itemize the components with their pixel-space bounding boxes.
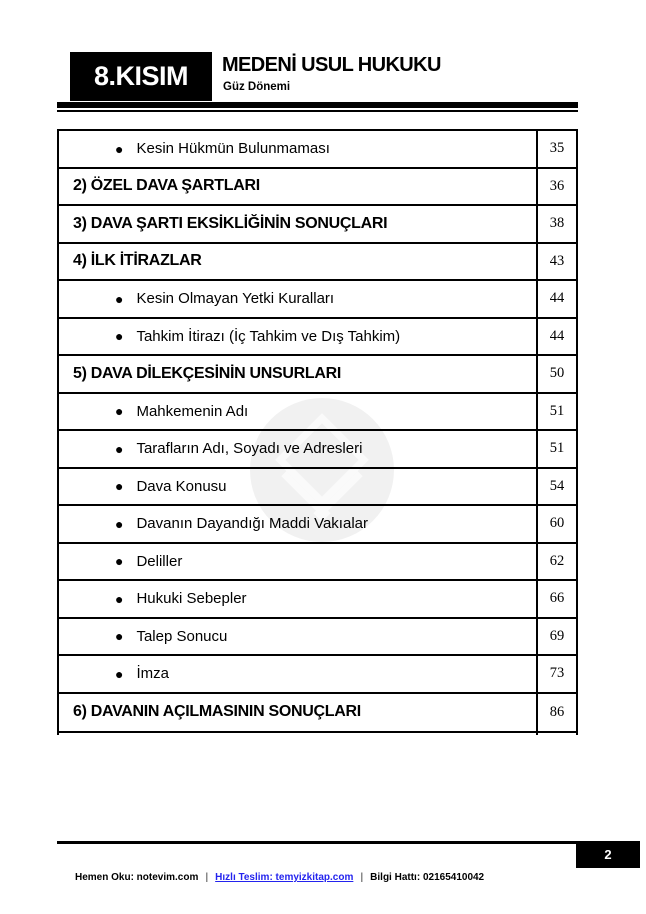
toc-entry-label-cell (59, 544, 538, 580)
toc-entry-label: Talep Sonucu (136, 627, 228, 645)
kisim-label: 8.KISIM (93, 61, 189, 91)
toc-entry-label-cell (59, 656, 538, 692)
toc-entry-page: 54 (549, 477, 565, 494)
toc-entry-label-cell (59, 319, 538, 355)
toc-row (59, 431, 576, 469)
bullet-icon: ● (115, 665, 124, 682)
toc-entry-page: 51 (549, 402, 565, 419)
bullet-icon: ● (115, 290, 124, 307)
toc-row (59, 281, 576, 319)
toc-row (59, 694, 576, 732)
toc-entry-label-cell (59, 506, 538, 542)
footer-delivery-link[interactable]: Hızlı Teslim: temyizkitap.com (215, 872, 354, 883)
toc-row (59, 206, 576, 244)
toc-row (59, 169, 576, 207)
toc-entry-page: 51 (549, 440, 565, 457)
toc-row (59, 506, 576, 544)
toc-entry-label: Mahkemenin Adı (136, 402, 249, 420)
toc-entry-label: Tahkim İtirazı (İç Tahkim ve Dış Tahkim) (136, 327, 401, 345)
toc-entry-label: Kesin Olmayan Yetki Kuralları (136, 290, 335, 308)
toc-entry-label: 3) DAVA ŞARTI EKSİKLİĞİNİN SONUÇLARI (73, 214, 388, 232)
page-number: 2 (604, 847, 612, 862)
toc-row (59, 581, 576, 619)
toc-table (57, 129, 578, 733)
kisim-badge (70, 52, 212, 101)
footer-separator: | (205, 872, 209, 883)
toc-row (59, 131, 576, 169)
toc-entry-page: 44 (549, 327, 565, 344)
toc-entry-page: 62 (549, 552, 565, 569)
footer-separator: | (360, 872, 364, 883)
toc-row (59, 469, 576, 507)
bullet-icon: ● (115, 403, 124, 420)
toc-row (59, 544, 576, 582)
toc-entry-label-cell (59, 581, 538, 617)
toc-entry-label-cell (59, 694, 538, 732)
bullet-icon: ● (115, 515, 124, 532)
toc-entry-label-cell (59, 206, 538, 242)
toc-entry-label-cell (59, 394, 538, 430)
toc-row (59, 319, 576, 357)
toc-row (59, 356, 576, 394)
toc-entry-label: Hukuki Sebepler (136, 590, 247, 608)
toc-entry-label-cell (59, 469, 538, 505)
toc-entry-page: 69 (549, 627, 565, 644)
toc-entry-page: 86 (549, 703, 565, 720)
toc-entry-page: 43 (549, 252, 565, 269)
header-divider-thin (57, 110, 578, 112)
bullet-icon: ● (115, 553, 124, 570)
toc-row (59, 656, 576, 694)
toc-entry-label-cell (59, 169, 538, 205)
bullet-icon: ● (115, 628, 124, 645)
toc-entry-label: 6) DAVANIN AÇILMASININ SONUÇLARI (73, 703, 361, 721)
toc-row (59, 394, 576, 432)
toc-entry-label-cell (59, 356, 538, 392)
toc-entry-label: Kesin Hükmün Bulunmaması (136, 140, 330, 158)
page-number-badge (576, 841, 640, 868)
toc-entry-label: İmza (136, 665, 169, 683)
toc-row (59, 619, 576, 657)
toc-entry-page: 44 (549, 290, 565, 307)
bullet-icon: ● (115, 440, 124, 457)
page-title: MEDENİ USUL HUKUKU (222, 54, 441, 76)
toc-entry-page: 50 (549, 365, 565, 382)
toc-entry-page: 38 (549, 215, 565, 232)
toc-entry-label-cell (59, 244, 538, 280)
bullet-icon: ● (115, 478, 124, 495)
toc-entry-label-cell (59, 619, 538, 655)
bullet-icon: ● (115, 590, 124, 607)
toc-entry-page: 73 (549, 665, 565, 682)
toc-entry-label: Tarafların Adı, Soyadı ve Adresleri (136, 440, 363, 458)
toc-entry-label: 4) İLK İTİRAZLAR (73, 252, 202, 270)
toc-entry-page: 60 (549, 515, 565, 532)
toc-entry-page: 36 (549, 177, 565, 194)
toc-entry-label: 5) DAVA DİLEKÇESİNİN UNSURLARI (73, 364, 342, 382)
footer-divider (57, 841, 576, 844)
bullet-icon: ● (115, 140, 124, 157)
toc-entry-label-cell (59, 281, 538, 317)
page-subtitle: Güz Dönemi (223, 81, 291, 93)
toc-row (59, 244, 576, 282)
footer-read-now: Hemen Oku: notevim.com (75, 872, 199, 883)
bullet-icon: ● (115, 328, 124, 345)
toc-entry-label: Deliller (136, 552, 183, 570)
toc-entry-label: Dava Konusu (136, 477, 227, 495)
toc-entry-page: 35 (549, 140, 565, 157)
toc-entry-label: Davanın Dayandığı Maddi Vakıalar (136, 515, 368, 533)
toc-entry-label-cell (59, 431, 538, 467)
toc-entry-label-cell (59, 131, 538, 167)
header-divider-thick (57, 102, 578, 108)
footer-info-hotline: Bilgi Hattı: 02165410042 (370, 872, 485, 883)
toc-entry-label: 2) ÖZEL DAVA ŞARTLARI (73, 177, 260, 195)
footer-contact-line (75, 872, 484, 883)
toc-entry-page: 66 (549, 590, 565, 607)
